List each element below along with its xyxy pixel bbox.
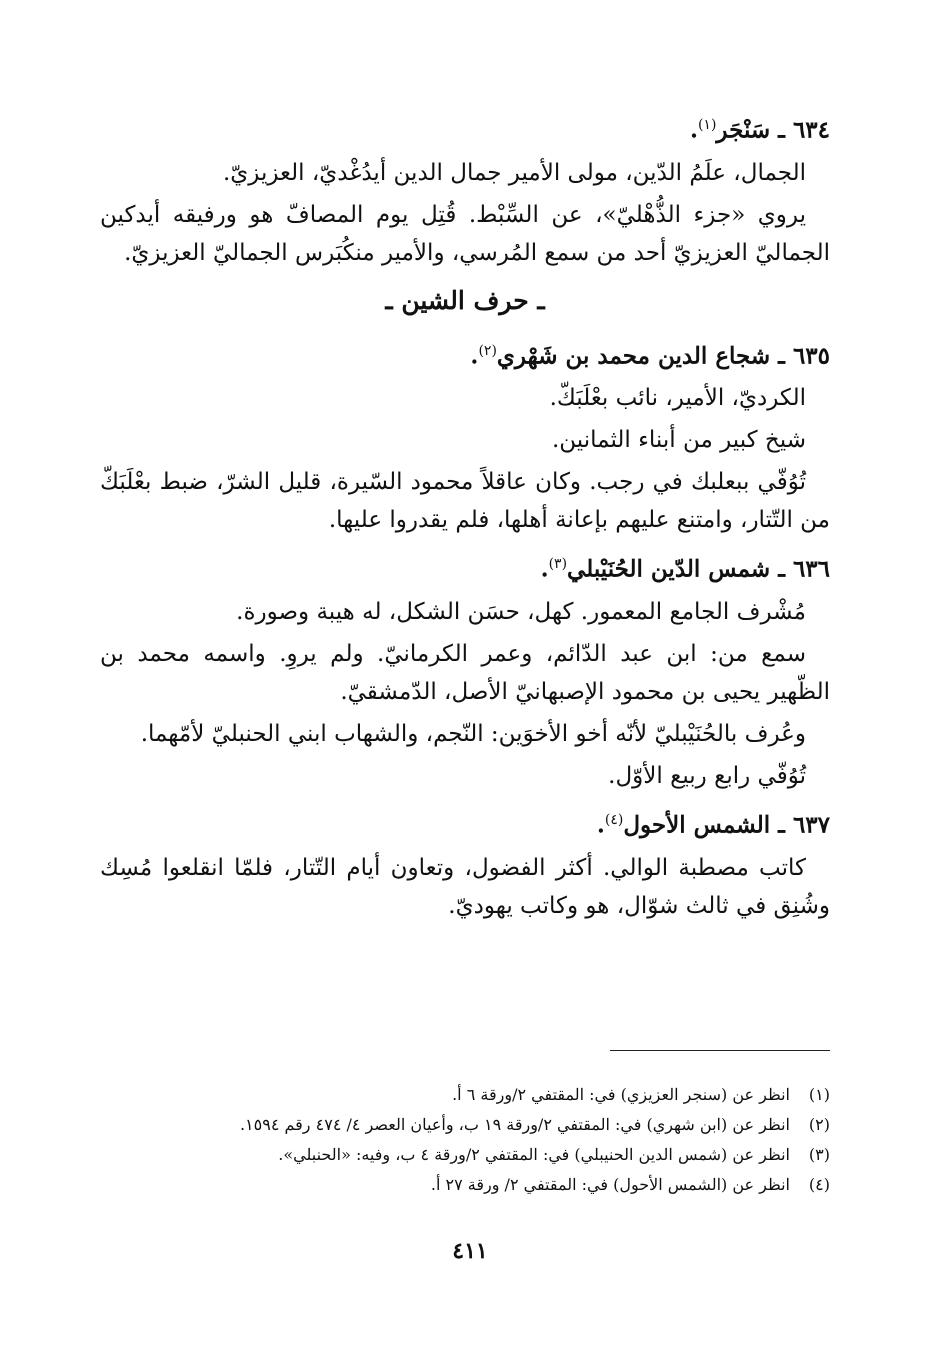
footnote-ref-2[interactable]: (٢)	[478, 342, 497, 359]
entry-634-heading: ٦٣٤ ـ سَنْجَر$^{(١)}$.	[689, 116, 830, 144]
footnote-3	[100, 1140, 830, 1170]
footnote-number: (٤)	[808, 1175, 830, 1194]
entry-636-para-2: سمع من: ابن عبد الدّائم، وعمر الكرمانيّ. ولم يروِ. واسمه محمد بن الظّهير يحيى بن محمود الإصبهانيّ الأصل، الدّمشقيّ.	[100, 640, 830, 705]
entry-636-para-3: وعُرف بالحُنَيْبليّ لأنّه أخو الأخوَين: النّجم، والشهاب ابني الحنبليّ لأمّهما.	[140, 720, 806, 747]
footnote-number: (١)	[808, 1085, 830, 1104]
footnote-text: انظر عن (سنجر العزيزي) في: المقتفي ٢/ورقة ٦ أ.	[452, 1085, 790, 1104]
footnote-1	[100, 1080, 830, 1110]
page-number: ٤١١	[452, 1238, 488, 1264]
entry-635-para-3: تُوُفّي ببعلبك في رجب. وكان عاقلاً محمود السّيرة، قليل الشرّ، ضبط بعْلَبَكّ من التّتار، وامتنع عليهم بإعانة أهلها، فلم يقدروا عليها.	[100, 469, 830, 534]
footnote-ref-4[interactable]: (٤)	[604, 811, 624, 828]
entry-634-para-1: الجمال، علَمُ الدّين، مولى الأمير جمال الدين أيدُغْديّ، العزيزيّ.	[222, 159, 806, 186]
entry-635-para-2: شيخ كبير من أبناء الثمانين.	[551, 427, 806, 454]
footnotes	[100, 1080, 830, 1200]
main-text	[100, 100, 830, 929]
entry-636-para-1: مُشْرف الجامع المعمور. كهل، حسَن الشكل، له هيبة وصورة.	[236, 598, 806, 625]
footnote-text: انظر عن (شمس الدين الحنيبلي) في: المقتفي ٢/ورقة ٤ ب، وفيه: «الحنبلي».	[278, 1145, 790, 1164]
entry-637-heading: ٦٣٧ ـ الشمس الأحول$^{(٤)}$.	[596, 811, 830, 839]
footnote-ref-1[interactable]: (١)	[697, 117, 717, 133]
footnote-2	[100, 1110, 830, 1140]
section-title: ـ حرف الشين ـ	[385, 285, 545, 315]
entry-634-para-2: يروي «جزء الذُّهْليّ»، عن السِّبْط. قُتِل يوم المصافّ هو ورفيقه أيدكين الجماليّ العزيزيّ أحد من سمع المُرسي، والأمير منكُبَرس الجماليّ العزيزيّ.	[100, 201, 830, 266]
footnote-text: انظر عن (الشمس الأحول) في: المقتفي ٢/ ورقة ٢٧ أ.	[430, 1175, 790, 1194]
entry-635-para-1: الكرديّ، الأمير، نائب بعْلَبَكّ.	[549, 385, 806, 412]
footnote-4	[100, 1170, 830, 1200]
entry-635-heading: ٦٣٥ ـ شجاع الدين محمد بن شَهْري$^{(٢)}$.	[470, 342, 830, 370]
entry-636-heading: ٦٣٦ ـ شمس الدّين الحُنَيْبلي$^{(٣)}$.	[540, 555, 830, 583]
entry-636-para-4: تُوُفّي رابع ربيع الأوّل.	[608, 762, 806, 789]
footnote-ref-3[interactable]: (٣)	[548, 556, 568, 573]
footnote-number: (٣)	[808, 1145, 830, 1164]
footnote-text: انظر عن (ابن شهري) في: المقتفي ٢/ورقة ١٩ ب، وأعيان العصر ٤/ ٤٧٤ رقم ١٥٩٤.	[239, 1115, 790, 1134]
entry-637-para-1: كاتب مصطبة الوالي. أكثر الفضول، وتعاون أيام التّتار، فلمّا انقلعوا مُسِك وشُنِق في ثالث شوّال، هو وكاتب يهوديّ.	[100, 854, 830, 919]
footnote-number: (٢)	[808, 1115, 830, 1134]
footnote-divider	[610, 1050, 830, 1051]
